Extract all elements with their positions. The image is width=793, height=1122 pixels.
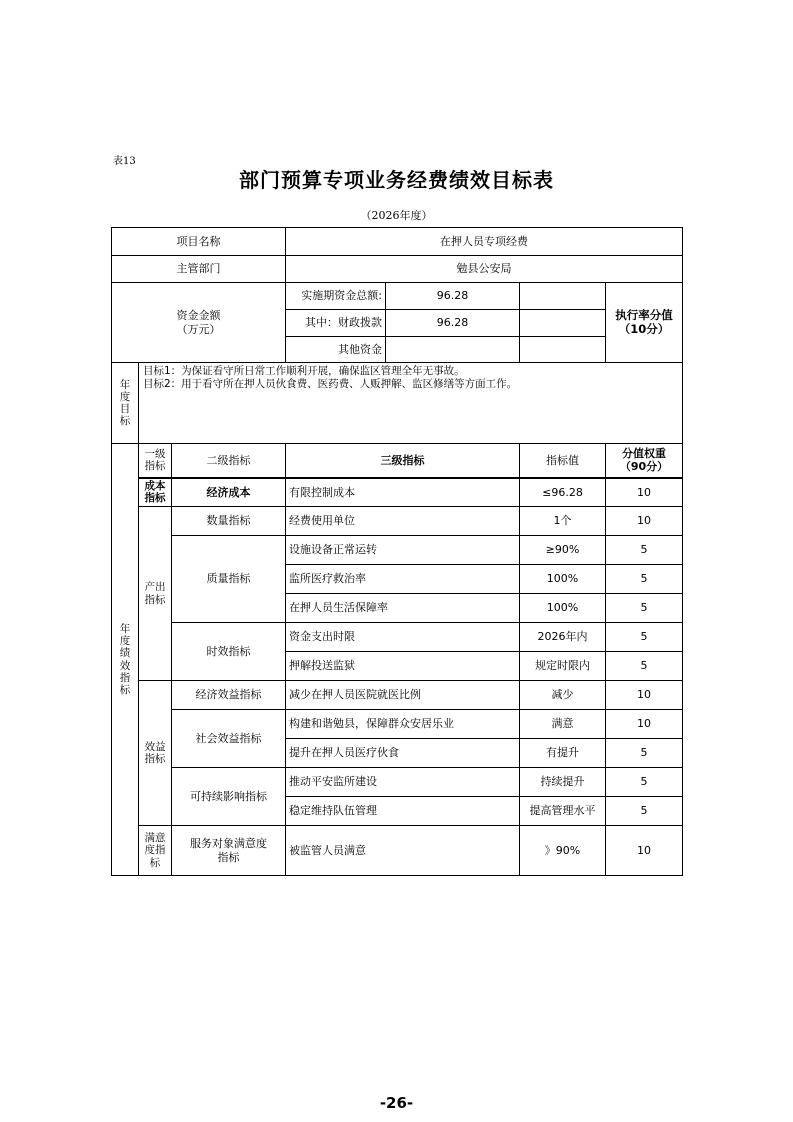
value-cell: 有提升 bbox=[520, 739, 606, 768]
goal-2: 目标2：用于看守所在押人员伙食费、医药费、人贩押解、监区修缮等方面工作。 bbox=[143, 378, 518, 391]
level3-cell: 稳定维持队伍管理 bbox=[286, 797, 520, 826]
cost-weight: 10 bbox=[606, 478, 683, 507]
level3-header: 三级指标 bbox=[286, 444, 520, 478]
other-funds-value bbox=[386, 337, 519, 362]
page-number: -26- bbox=[379, 1094, 414, 1112]
level3-cell: 在押人员生活保障率 bbox=[286, 594, 520, 623]
value-cell: 100% bbox=[520, 565, 606, 594]
value-cell: 持续提升 bbox=[520, 768, 606, 797]
satisfaction-level3: 被监管人员满意 bbox=[286, 826, 520, 876]
satisfaction-row bbox=[112, 826, 683, 876]
total-funds-value: 96.28 bbox=[436, 289, 469, 303]
weight-cell: 5 bbox=[606, 739, 683, 768]
value-cell: 2026年内 bbox=[520, 623, 606, 652]
document-title: 部门预算专项业务经费绩效目标表 bbox=[239, 168, 554, 192]
annual-goals-content bbox=[139, 363, 683, 444]
cost-value: ≤96.28 bbox=[520, 478, 606, 507]
other-funds-label: 其他资金 bbox=[286, 337, 386, 362]
satisfaction-level1: 满意度指标 bbox=[139, 826, 172, 876]
weight-cell: 5 bbox=[606, 536, 683, 565]
benefit-level1: 效益指标 bbox=[139, 681, 172, 826]
funds-total-row bbox=[112, 283, 683, 310]
table-row bbox=[112, 507, 683, 536]
cost-level2: 经济成本 bbox=[172, 478, 286, 507]
weight-cell: 10 bbox=[606, 507, 683, 536]
annual-goals-label: 年度目标 bbox=[112, 363, 139, 444]
level2-header: 二级指标 bbox=[172, 444, 286, 478]
sustainable-level2: 可持续影响指标 bbox=[172, 768, 286, 826]
value-cell: ≥90% bbox=[520, 536, 606, 565]
cost-level3: 有限控制成本 bbox=[286, 478, 520, 507]
table-row bbox=[112, 536, 683, 565]
table-label: 表13 bbox=[113, 156, 136, 167]
weight-header: 分值权重 （90分） bbox=[606, 444, 683, 478]
satisfaction-weight: 10 bbox=[606, 826, 683, 876]
indicator-header-row bbox=[112, 444, 683, 478]
value-cell: 减少 bbox=[520, 681, 606, 710]
fiscal-year: （2026年度） bbox=[360, 209, 433, 222]
total-funds-label: 实施期资金总额: bbox=[286, 283, 386, 309]
level3-cell: 构建和谐勉县，保障群众安居乐业 bbox=[286, 710, 520, 739]
project-name-label: 项目名称 bbox=[112, 228, 286, 256]
value-header: 指标值 bbox=[520, 444, 606, 478]
weight-cell: 5 bbox=[606, 565, 683, 594]
funds-label: 资金金额 （万元） bbox=[112, 283, 286, 363]
annual-performance-indicators-label: 年度绩效指标 bbox=[112, 444, 139, 876]
fiscal-funds-label: 其中：财政拨款 bbox=[286, 310, 386, 336]
department-row bbox=[112, 256, 683, 283]
weight-cell: 10 bbox=[606, 710, 683, 739]
level3-cell: 设施设备正常运转 bbox=[286, 536, 520, 565]
cost-level1: 成本指标 bbox=[139, 478, 172, 507]
project-name-value: 在押人员专项经费 bbox=[286, 228, 683, 256]
weight-cell: 5 bbox=[606, 594, 683, 623]
level3-cell: 减少在押人员医院就医比例 bbox=[286, 681, 520, 710]
weight-cell: 5 bbox=[606, 623, 683, 652]
timeliness-level2: 时效指标 bbox=[172, 623, 286, 681]
value-cell: 提高管理水平 bbox=[520, 797, 606, 826]
cost-row bbox=[112, 478, 683, 507]
goal-1: 目标1：为保证看守所日常工作顺利开展，确保监区管理全年无事故。 bbox=[143, 365, 465, 377]
satisfaction-level2: 服务对象满意度指标 bbox=[172, 826, 286, 876]
weight-cell: 5 bbox=[606, 797, 683, 826]
level3-cell: 资金支出时限 bbox=[286, 623, 520, 652]
annual-goals-row bbox=[112, 363, 683, 444]
execution-rate-label: 执行率分值 （10分） bbox=[606, 283, 683, 363]
value-cell: 规定时限内 bbox=[520, 652, 606, 681]
table-row bbox=[112, 768, 683, 797]
social-level2: 社会效益指标 bbox=[172, 710, 286, 768]
table-row bbox=[112, 710, 683, 739]
weight-cell: 5 bbox=[606, 768, 683, 797]
weight-cell: 10 bbox=[606, 681, 683, 710]
satisfaction-value: 》90% bbox=[520, 826, 606, 876]
value-cell: 满意 bbox=[520, 710, 606, 739]
quantity-level2: 数量指标 bbox=[172, 507, 286, 536]
weight-cell: 5 bbox=[606, 652, 683, 681]
level3-cell: 押解投送监狱 bbox=[286, 652, 520, 681]
level3-cell: 提升在押人员医疗伙食 bbox=[286, 739, 520, 768]
output-level1: 产出指标 bbox=[139, 507, 172, 681]
level3-cell: 推动平安监所建设 bbox=[286, 768, 520, 797]
quality-level2: 质量指标 bbox=[172, 536, 286, 623]
value-cell: 1个 bbox=[520, 507, 606, 536]
table-row bbox=[112, 681, 683, 710]
level3-cell: 经费使用单位 bbox=[286, 507, 520, 536]
level3-cell: 监所医疗救治率 bbox=[286, 565, 520, 594]
department-value: 勉县公安局 bbox=[286, 256, 683, 283]
level1-header: 一级指标 bbox=[139, 444, 172, 478]
table-row bbox=[112, 623, 683, 652]
fiscal-funds-value: 96.28 bbox=[436, 316, 469, 330]
economic-level2: 经济效益指标 bbox=[172, 681, 286, 710]
performance-target-table bbox=[111, 227, 683, 876]
department-label: 主管部门 bbox=[112, 256, 286, 283]
value-cell: 100% bbox=[520, 594, 606, 623]
project-name-row bbox=[112, 228, 683, 256]
